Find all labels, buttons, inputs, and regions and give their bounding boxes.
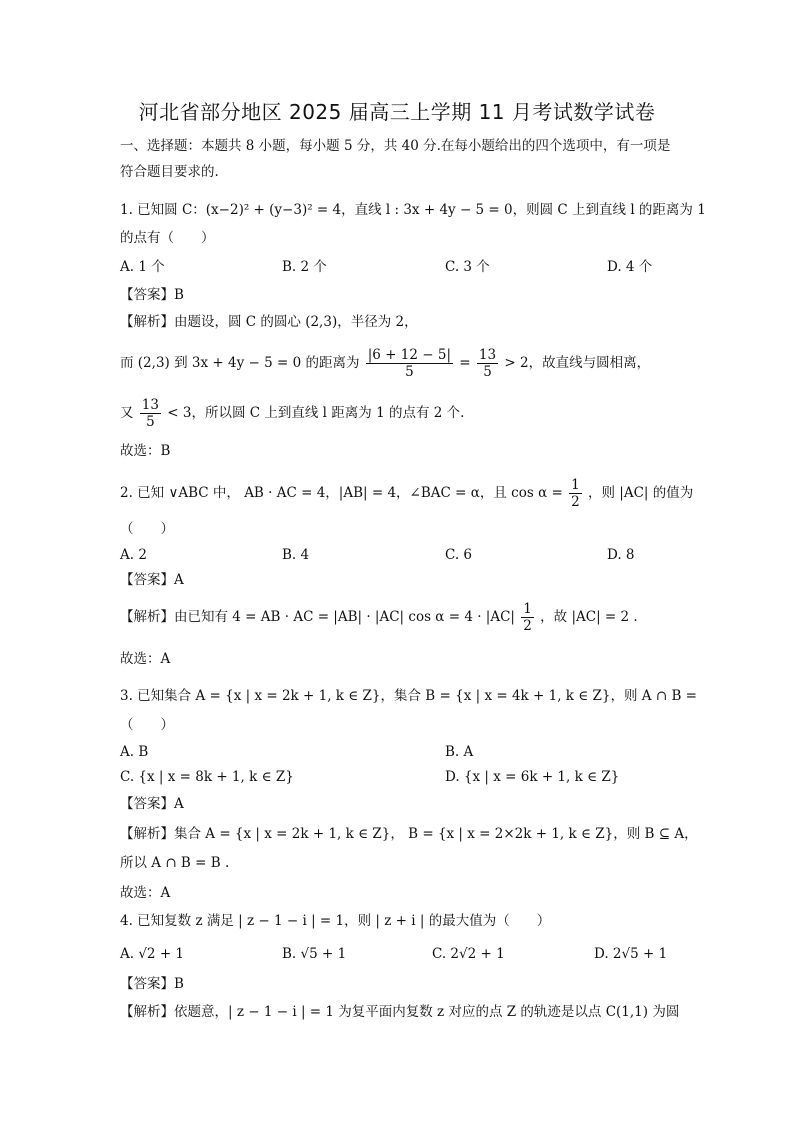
section-instruction-line-2: 符合题目要求的. (120, 164, 219, 180)
q2-cos-numerator: 1 (571, 477, 580, 493)
q4-analysis: 【解析】依题意，| z − 1 − i | = 1 为复平面内复数 z 对应的点 Z 的轨迹是以点 C(1,1) 为圆 (120, 1004, 680, 1020)
q1-compare-denominator: 5 (146, 414, 155, 430)
q4-option-b: B. √5 + 1 (282, 946, 347, 962)
q4-answer: 【答案】B (120, 976, 184, 992)
q2-stem-pre: 2. 已知 ∨ABC 中， (120, 485, 240, 501)
q4-option-c: C. 2√2 + 1 (432, 946, 505, 962)
q2-option-b: B. 4 (282, 547, 310, 563)
q2-stem-dot: AB · AC = 4，|AB| = 4，∠BAC = α，且 cos α = (244, 485, 563, 501)
q2-stem-line-2: （ ） (120, 521, 174, 537)
q2-analysis-post: ，故 |AC| = 2 . (540, 609, 638, 625)
q4-option-a: A. √2 + 1 (120, 946, 185, 962)
q3-stem-line-1: 3. 已知集合 A = {x | x = 2k + 1, k ∈ Z}，集合 B = {x | x = 4k + 1, k ∈ Z}，则 A ∩ B = (120, 688, 697, 704)
q4-stem: 4. 已知复数 z 满足 | z − 1 − i | = 1，则 | z + i | 的最大值为（ ） (120, 913, 551, 929)
q1-compare-numerator: 13 (141, 397, 159, 413)
q2-option-c: C. 6 (445, 547, 473, 563)
q1-compare-fraction (140, 397, 161, 430)
q1-answer: 【答案】B (120, 287, 184, 303)
q1-analysis-3-pre: 又 (120, 405, 134, 421)
q1-option-b: B. 2 个 (282, 259, 327, 275)
q1-analysis-2-post: > 2，故直线与圆相离， (504, 355, 651, 371)
q2-analysis-numerator: 1 (523, 601, 532, 617)
q1-analysis-line-2 (120, 346, 680, 380)
q2-analysis-denominator: 2 (523, 618, 532, 634)
q3-stem-line-2: （ ） (120, 717, 174, 733)
q1-stem-line-1: 1. 已知圆 C：(x−2)² + (y−3)² = 4，直线 l : 3x + 4y − 5 = 0，则圆 C 上到直线 l 的距离为 1 (120, 202, 706, 218)
q1-distance-denominator: 5 (405, 364, 414, 380)
q1-distance-fraction (366, 347, 453, 380)
q2-cos-denominator: 2 (571, 494, 580, 510)
q1-analysis-3-post: < 3，所以圆 C 上到直线 l 距离为 1 的点有 2 个. (167, 405, 465, 421)
q3-option-a: A. B (120, 744, 149, 760)
q1-conclusion: 故选：B (120, 443, 171, 459)
q2-stem-line-1 (120, 476, 694, 510)
section-instruction-line-1: 一、选择题：本题共 8 小题，每小题 5 分，共 40 分.在每小题给出的四个选项中，有一项是 (120, 138, 671, 154)
q4-option-d: D. 2√5 + 1 (594, 946, 668, 962)
exam-title: 河北省部分地区 2025 届高三上学期 11 月考试数学试卷 (138, 100, 656, 124)
q1-analysis-2-pre: 而 (2,3) 到 3x + 4y − 5 = 0 的距离为 (120, 355, 360, 371)
q2-option-a: A. 2 (120, 547, 147, 563)
q2-answer: 【答案】A (120, 572, 184, 588)
q1-stem-line-2: 的点有（ ） (120, 230, 215, 246)
q1-distance-value-numerator: 13 (478, 347, 497, 363)
q1-analysis-line-3 (120, 396, 680, 430)
q3-analysis-line-1: 【解析】集合 A = {x | x = 2k + 1, k ∈ Z}， B = {x | x = 2×2k + 1, k ∈ Z}，则 B ⊆ A， (120, 826, 698, 842)
q2-conclusion: 故选：A (120, 651, 171, 667)
q3-conclusion: 故选：A (120, 885, 171, 901)
q1-analysis-2-equals: = (459, 355, 471, 371)
q1-option-d: D. 4 个 (607, 259, 653, 275)
q1-distance-numerator: |6 + 12 − 5| (367, 347, 451, 363)
q1-distance-value-denominator: 5 (483, 364, 492, 380)
q2-option-d: D. 8 (607, 547, 635, 563)
q2-analysis-line (120, 600, 680, 634)
q1-option-a: A. 1 个 (120, 259, 165, 275)
q2-analysis-pre: 【解析】由已知有 4 = AB · AC = |AB| · |AC| cos α = 4 · |AC| (120, 609, 515, 625)
q2-stem-post: ，则 |AC| 的值为 (587, 485, 694, 501)
q3-option-c: C. {x | x = 8k + 1, k ∈ Z} (120, 769, 294, 785)
q2-cos-fraction (569, 477, 582, 510)
q1-analysis-line-1: 【解析】由题设，圆 C 的圆心 (2,3)，半径为 2， (120, 314, 418, 330)
q2-analysis-fraction (521, 601, 534, 634)
q3-answer: 【答案】A (120, 796, 184, 812)
q1-distance-value-fraction (477, 347, 498, 380)
q1-option-c: C. 3 个 (445, 259, 490, 275)
q3-analysis-line-2: 所以 A ∩ B = B . (120, 855, 230, 871)
q3-option-d: D. {x | x = 6k + 1, k ∈ Z} (445, 769, 620, 785)
q3-option-b: B. A (445, 744, 474, 760)
